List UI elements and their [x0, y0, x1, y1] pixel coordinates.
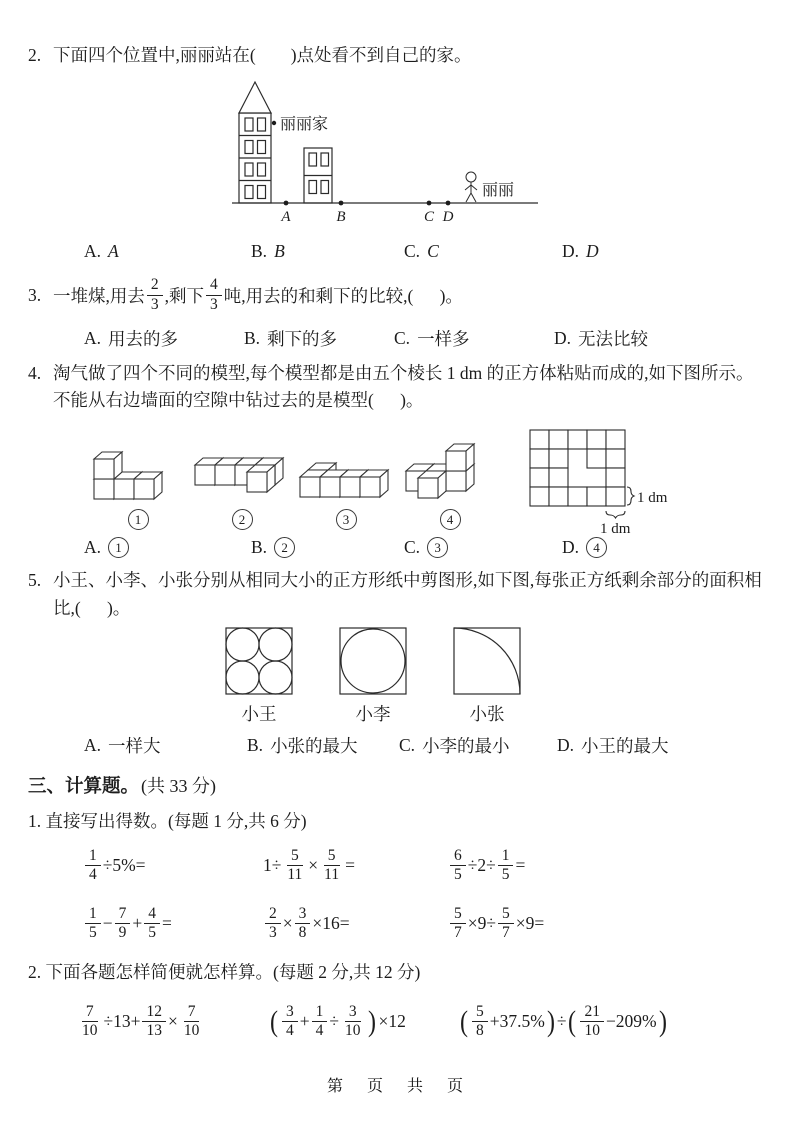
calc-expression: $\frac{7}{10}$ ÷13+ $\frac{12}{13}$ × $\frac{7}{10}$	[76, 1003, 268, 1041]
option-b	[244, 326, 394, 351]
point-label-c: C	[423, 209, 435, 226]
fraction: $\frac{1}{5}$	[85, 905, 101, 943]
option-c	[399, 733, 557, 758]
option-value: 剩下的多	[267, 329, 338, 350]
big-paren: )	[658, 1004, 667, 1038]
option-value: C	[427, 241, 439, 262]
calc-expression: $\frac{5}{7}$ ×9÷ $\frac{5}{7}$ ×9=	[448, 905, 544, 943]
fraction: $\frac{3}{4}$	[282, 1003, 298, 1041]
option-letter: B.	[244, 328, 261, 349]
point-label-b: B	[336, 209, 346, 226]
option-d	[562, 537, 607, 558]
point-label-a: A	[281, 209, 291, 226]
question-text: 下面四个位置中,丽丽站在( )点处看不到自己的家。	[53, 45, 472, 65]
q4-options	[28, 537, 765, 558]
question-3	[28, 271, 765, 319]
option-value: B	[274, 241, 285, 262]
big-paren: (	[270, 1004, 278, 1038]
fraction: $\frac{3}{10}$	[344, 1002, 361, 1040]
option-a	[84, 537, 251, 558]
option-letter: D.	[557, 734, 575, 755]
option-value: 小张的最大	[270, 735, 358, 756]
calc-row-1	[28, 843, 765, 889]
option-value: 1	[108, 537, 129, 558]
option-letter: C.	[404, 537, 421, 558]
option-value: 无法比较	[578, 329, 649, 350]
fraction: $\frac{5}{11}$	[324, 846, 340, 884]
dim-label-bottom: 1 dm	[600, 521, 631, 537]
option-letter: C.	[404, 241, 421, 262]
calc-row-2	[28, 901, 765, 947]
point-dots	[272, 121, 451, 206]
option-letter: D.	[562, 537, 580, 558]
option-letter: D.	[562, 241, 580, 262]
dim-label-right: 1 dm	[637, 490, 668, 507]
big-paren: )	[546, 1004, 555, 1038]
model-number: 4	[440, 509, 461, 530]
fraction: $\frac{5}{7}$	[450, 905, 466, 943]
cube-model-4	[398, 425, 502, 530]
option-value: 一样多	[417, 329, 470, 350]
cube-model-1	[86, 441, 190, 530]
section-score: (共 33 分)	[141, 775, 217, 796]
calc-expression: 1÷ $\frac{5}{11}$ × $\frac{5}{11}$ =	[263, 846, 355, 884]
figure-label: 小李	[355, 703, 391, 724]
option-letter: A.	[84, 537, 102, 558]
section-3-header	[28, 772, 765, 798]
option-a	[84, 326, 244, 351]
q2-options	[28, 241, 765, 262]
option-d	[554, 326, 648, 351]
calc-expression: $\frac{6}{5}$ ÷2÷ $\frac{1}{5}$ =	[448, 847, 525, 885]
tall-building	[239, 82, 271, 203]
q5-figure	[28, 626, 765, 726]
point-label-d: D	[442, 209, 454, 226]
fraction: $\frac{12}{13}$	[142, 1003, 166, 1041]
wall-grid	[526, 426, 694, 536]
option-d	[562, 241, 599, 262]
fraction: $\frac{4}{3}$	[206, 276, 222, 314]
figure-label: 小张	[469, 703, 505, 724]
option-value: 一样大	[108, 735, 161, 756]
q3-options	[28, 326, 765, 351]
option-value: 3	[427, 537, 448, 558]
fraction: $\frac{7}{9}$	[115, 905, 131, 943]
question-text: 小王、小李、小张分别从相同大小的正方形纸中剪图形,如下图,每张正方纸剩余部分的面积相比,( )。	[53, 570, 762, 618]
option-letter: C.	[394, 328, 411, 349]
option-value: 4	[586, 537, 607, 558]
model-number: 1	[128, 509, 149, 530]
option-a	[84, 241, 251, 262]
option-c	[394, 326, 554, 351]
option-letter: B.	[251, 241, 268, 262]
fraction: $\frac{2}{3}$	[265, 905, 281, 943]
option-letter: A.	[84, 241, 102, 262]
option-b	[251, 241, 404, 262]
calc-expression: ( $\frac{5}{8}$ +37.5% ) ÷ ( $\frac{21}{10}$ −209% )	[460, 1002, 667, 1040]
option-value: A	[108, 241, 119, 262]
question-number: 5.	[28, 570, 42, 591]
question-number: 2.	[28, 45, 42, 65]
question-2	[28, 42, 765, 69]
cube-model-3	[294, 453, 398, 530]
question-number: 3.	[28, 284, 42, 305]
option-value: 2	[274, 537, 295, 558]
option-b	[247, 733, 399, 758]
question-4	[28, 360, 765, 414]
option-c	[404, 241, 562, 262]
option-letter: B.	[251, 537, 268, 558]
option-value: 小王的最大	[581, 735, 669, 756]
q4-figure	[28, 420, 765, 537]
page-footer: 第 页 共 页	[326, 1078, 466, 1095]
option-b	[251, 537, 404, 558]
option-c	[404, 537, 562, 558]
fraction: $\frac{7}{10}$	[183, 1002, 200, 1040]
person-figure	[465, 172, 477, 202]
fraction: $\frac{3}{8}$	[295, 905, 311, 943]
option-letter: A.	[84, 734, 102, 755]
model-number: 3	[336, 509, 357, 530]
q5-options	[28, 733, 765, 758]
simplify-row	[28, 996, 765, 1048]
fraction: $\frac{1}{4}$	[85, 847, 101, 885]
question-text: 一堆煤,用去 $\frac{2}{3}$ ,剩下 $\frac{4}{3}$ 吨,用去的和剩下的比较,( )。	[53, 276, 463, 313]
paper-square-zhang	[452, 626, 522, 726]
option-d	[557, 733, 669, 758]
fraction: $\frac{7}{10}$	[82, 1002, 98, 1040]
option-value: 用去的多	[108, 329, 179, 350]
model-number: 2	[232, 509, 253, 530]
big-paren: )	[368, 1004, 377, 1038]
question-number: 4.	[28, 363, 42, 384]
fraction: $\frac{1}{4}$	[312, 1003, 328, 1041]
fraction: $\frac{1}{5}$	[498, 847, 514, 885]
calc-expression: ( $\frac{3}{4}$ + $\frac{1}{4}$ ÷ $\frac{3}{10}$ ) ×12	[270, 1002, 406, 1040]
fraction: $\frac{5}{7}$	[498, 905, 514, 943]
fraction: $\frac{5}{8}$	[472, 1003, 488, 1041]
person-label: 丽丽	[482, 182, 515, 200]
big-paren: (	[568, 1004, 577, 1038]
big-paren: (	[460, 1004, 468, 1038]
paper-square-li	[338, 626, 408, 726]
cube-model-2	[190, 445, 294, 530]
option-value: D	[586, 241, 599, 262]
figure-label: 小王	[241, 703, 277, 724]
option-letter: C.	[399, 734, 416, 755]
fraction: $\frac{4}{5}$	[144, 905, 160, 943]
option-value: 小李的最小	[422, 735, 510, 756]
option-letter: D.	[554, 328, 572, 349]
question-5	[28, 567, 765, 621]
paper-square-wang	[224, 626, 294, 726]
calc-expression: $\frac{1}{5}$ − $\frac{7}{9}$ + $\frac{4}{5}$ =	[83, 905, 263, 943]
calc-expression: $\frac{1}{4}$ ÷5%=	[83, 847, 263, 885]
fraction: $\frac{21}{10}$	[580, 1003, 604, 1041]
part1-label: 1. 直接写出得数。(每题 1 分,共 6 分)	[28, 810, 307, 831]
part2-label: 2. 下面各题怎样简便就怎样算。(每题 2 分,共 12 分)	[28, 961, 421, 982]
option-letter: A.	[84, 328, 102, 349]
short-building	[304, 148, 332, 203]
option-letter: B.	[247, 734, 264, 755]
calc-expression: $\frac{2}{3}$ × $\frac{3}{8}$ ×16=	[263, 905, 448, 943]
fraction: $\frac{5}{11}$	[287, 846, 303, 884]
fraction: $\frac{6}{5}$	[450, 847, 466, 885]
section-title: 三、计算题。	[28, 776, 140, 797]
fraction: $\frac{2}{3}$	[147, 276, 163, 314]
question-text: 淘气做了四个不同的模型,每个模型都是由五个棱长 1 dm 的正方体粘贴而成的,如下图所示。不能从右边墙面的空隙中钻过去的是模型( )。	[53, 363, 754, 411]
option-a	[84, 733, 247, 758]
home-label: 丽丽家	[280, 116, 329, 134]
position-diagram	[226, 73, 546, 225]
